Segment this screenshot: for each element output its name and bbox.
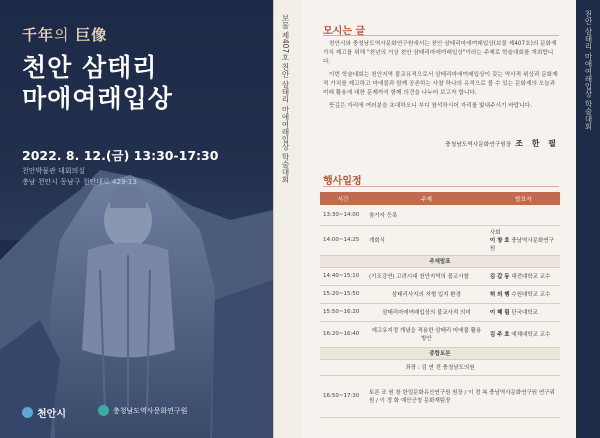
speaker-affiliation: 수원대학교 교수: [511, 292, 551, 298]
cover-subtitle-mid: 의: [54, 26, 76, 44]
speaker-name: 김 주 호: [489, 332, 510, 338]
speaker-affiliation: 충남역사문화연구원: [489, 238, 554, 252]
greeting-paragraph: 뜻깊은 자리에 여러분을 초대하오니 부디 참석하시어 자리를 빛내주시기 바랍니다.: [329, 103, 533, 109]
row-time: 14:00~14:25: [320, 225, 366, 255]
cheonan-logo-icon: [22, 407, 33, 418]
row-topic: (기조강연) 고려시대 천안지역의 불교사찰: [366, 267, 487, 285]
greeting-rule: [323, 35, 559, 36]
spine-text: 보물 제407호 천안 삼태리 마애여래입상 학술대회: [281, 14, 290, 183]
row-time: 16:50~17:30: [320, 375, 366, 417]
cover-subtitle: [22, 24, 107, 45]
row-topic: 예고유지정 개념을 적용한 삼태리 마애불 활용방안: [366, 321, 487, 347]
section-label: 주제발표: [320, 255, 560, 267]
table-row: [320, 375, 560, 417]
inner-page: [302, 0, 576, 438]
venue-name: 천안박물관 대회의실: [22, 167, 86, 175]
row-topic: 삼태리사지의 지형 입지 환경: [366, 285, 487, 303]
row-time: 16:20~16:40: [320, 321, 366, 347]
row-speaker: [487, 225, 560, 255]
spine: [273, 0, 303, 438]
schedule-header-row: [320, 192, 560, 205]
row-speaker: [487, 285, 560, 303]
right-spine: [576, 0, 600, 438]
row-speaker: [487, 303, 560, 321]
moderator-row: 좌장 : 김 연 전 충청남도의원: [320, 359, 560, 375]
row-speaker: [487, 267, 560, 285]
institute-logo-icon: [98, 405, 109, 416]
cover-title-line1: 천안 삼태리: [22, 53, 158, 82]
cheonan-logo: [22, 405, 66, 420]
table-row: [320, 267, 560, 285]
discussion-panel: 토론 조 원 창 한얼문화유산연구원 원장 / 이 경 복 충남역사문화연구원 연구위원 / 이 경 화 예산군청 문화재팀장: [366, 375, 560, 417]
speaker-name: 허 의 행: [489, 292, 510, 298]
table-row: [320, 359, 560, 375]
greeting-title: 모시는 글: [323, 26, 366, 37]
buddha-statue-image: [0, 150, 273, 438]
institute-logo: [98, 405, 187, 416]
section-label: 종합토론: [320, 347, 560, 359]
speaker-affiliation: 예체대학교 교수: [511, 332, 551, 338]
row-speaker: [487, 321, 560, 347]
signer-title: 충청남도역사문화연구원장: [445, 142, 512, 148]
row-topic: 개회식: [366, 225, 487, 255]
venue-address: 충남 천안시 동남구 천안대로 429-13: [22, 178, 137, 186]
speaker-role: 사회: [489, 230, 501, 236]
header-topic: 주제: [366, 192, 487, 205]
header-speaker: 발표자: [487, 192, 560, 205]
cover-subtitle-prefix: 千年: [22, 26, 55, 44]
signature: [323, 138, 559, 149]
header-time: 시간: [320, 192, 366, 205]
table-row: [320, 285, 560, 303]
section-row: [320, 255, 560, 267]
schedule-title: 행사일정: [323, 176, 362, 187]
greeting-body: [323, 40, 559, 115]
right-spine-text: 천안 삼태리 마애여래입상 학술대회: [584, 10, 593, 130]
table-row: [320, 303, 560, 321]
table-row: [320, 225, 560, 255]
row-topic: 삼태리마애여래입상의 불교사적 의미: [366, 303, 487, 321]
speaker-name: 이 창 호: [489, 238, 510, 244]
cover-title-line2: 마애여래입상: [22, 84, 173, 113]
event-date: 2022. 8. 12.(금) 13:30-17:30: [22, 148, 219, 163]
institute-logo-text: 충청남도역사문화연구원: [113, 406, 188, 415]
cover-panel: [0, 0, 273, 438]
table-row: [320, 205, 560, 225]
row-time: 15:20~15:50: [320, 285, 366, 303]
schedule-rule: [323, 186, 559, 187]
row-speaker: [487, 205, 560, 225]
row-time: 14:40~15:10: [320, 267, 366, 285]
cheonan-logo-text: 천안시: [37, 409, 66, 420]
section-row: [320, 347, 560, 359]
speaker-affiliation: 대전대학교 교수: [511, 274, 551, 280]
table-row: [320, 321, 560, 347]
row-time: 15:50~16:20: [320, 303, 366, 321]
schedule-table: [320, 192, 560, 418]
greeting-paragraph: 천안시와 충청남도역사문화연구원에서는 천안 삼태리마애여래입상(보물 제407호)의 문화재 가치 제고를 위해 "천년의 거상 천안 삼태리마애여래입상"이라는 주제로 학술대회를 개최합니다.: [323, 41, 557, 65]
signer-name: 조 한 필: [515, 139, 559, 148]
row-topic: 참가자 등록: [366, 205, 487, 225]
speaker-name: 이 혜 림: [489, 310, 510, 316]
greeting-paragraph: 이번 학술대회는 천안지역 불교유적으로서 삼태리마애여래입상이 갖는 역사적 위상과 문화재적 가치를 제고하고 마애불과 함께 공존하는 사찰 하나의 유적으로 볼 수 있는 문화재의 오늘과 미래 활용에 대한 문제까지 함께 의견을 나누어 보고자 합니다.: [323, 72, 558, 96]
row-time: 13:30~14:00: [320, 205, 366, 225]
cover-title: [22, 52, 173, 114]
speaker-name: 김 갑 동: [489, 274, 510, 280]
cover-subtitle-suffix: 巨像: [75, 26, 108, 44]
speaker-affiliation: 단국대학교: [511, 310, 538, 316]
